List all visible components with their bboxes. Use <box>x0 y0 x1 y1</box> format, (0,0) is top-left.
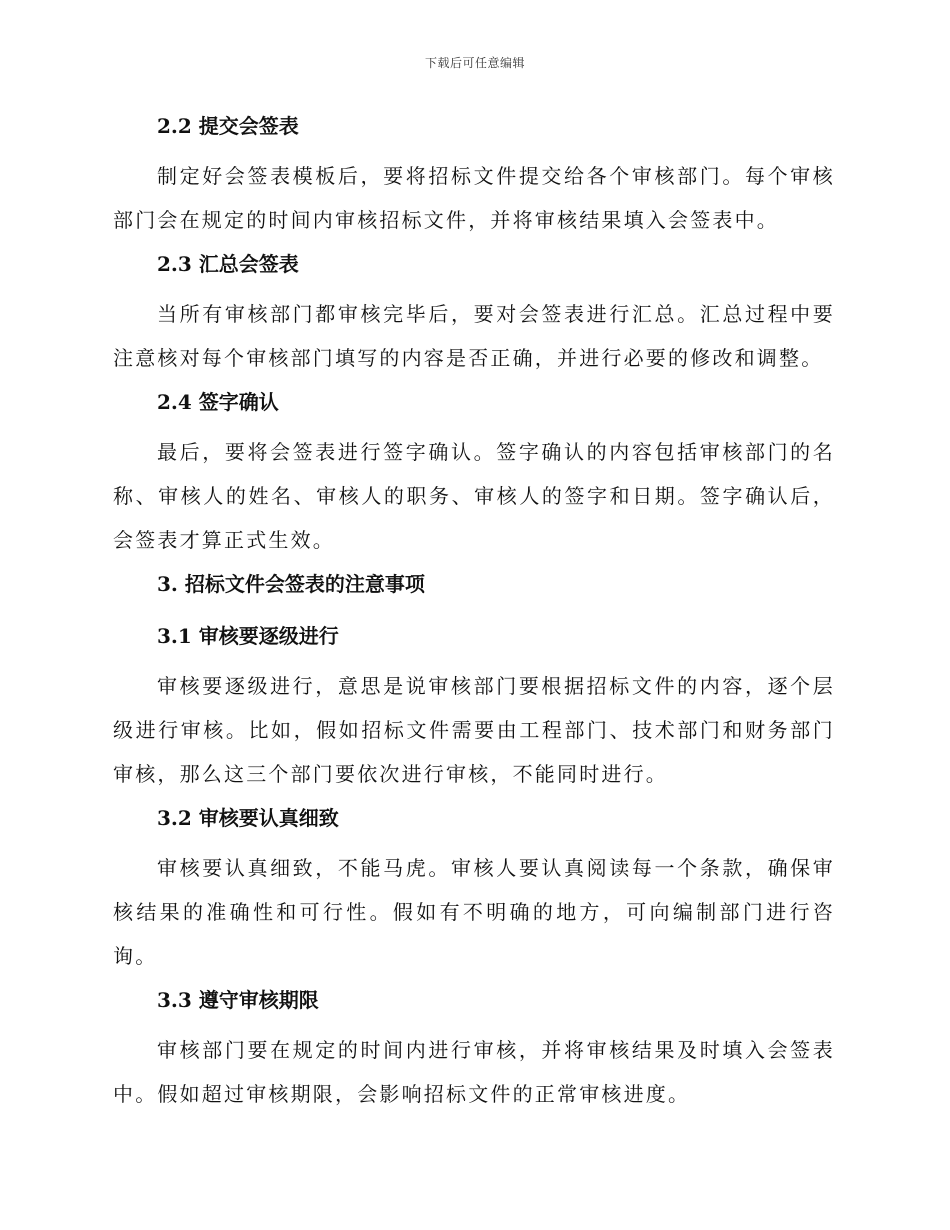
section-heading-3-3: 3.3 遵守审核期限 <box>157 988 319 1012</box>
paragraph-level-review: 审核要逐级进行，意思是说审核部门要根据招标文件的内容，逐个层级进行审核。比如，假如招标文件需要由工程部门、技术部门和财务部门审核，那么这三个部门要依次进行审核，不能同时进行。 <box>113 674 835 786</box>
section-heading-3-2: 3.2 审核要认真细致 <box>157 806 339 830</box>
section-heading-2-4: 2.4 签字确认 <box>157 390 279 414</box>
paragraph-careful-review: 审核要认真细致，不能马虎。审核人要认真阅读每一个条款，确保审核结果的准确性和可行性。假如有不明确的地方，可向编制部门进行咨询。 <box>113 856 835 968</box>
paragraph-summarize-signoff: 当所有审核部门都审核完毕后，要对会签表进行汇总。汇总过程中要注意核对每个审核部门填写的内容是否正确，并进行必要的修改和调整。 <box>113 302 835 370</box>
section-heading-2-3: 2.3 汇总会签表 <box>157 252 299 276</box>
paragraph-submit-signoff: 制定好会签表模板后，要将招标文件提交给各个审核部门。每个审核部门会在规定的时间内审核招标文件，并将审核结果填入会签表中。 <box>113 164 835 232</box>
section-heading-3: 3. 招标文件会签表的注意事项 <box>157 572 425 596</box>
paragraph-sign-confirm: 最后，要将会签表进行签字确认。签字确认的内容包括审核部门的名称、审核人的姓名、审核人的职务、审核人的签字和日期。签字确认后，会签表才算正式生效。 <box>113 440 835 552</box>
paragraph-review-deadline: 审核部门要在规定的时间内进行审核，并将审核结果及时填入会签表中。假如超过审核期限，会影响招标文件的正常审核进度。 <box>113 1038 835 1106</box>
section-heading-2-2: 2.2 提交会签表 <box>157 114 299 138</box>
section-heading-3-1: 3.1 审核要逐级进行 <box>157 624 339 648</box>
document-body <box>113 110 835 1116</box>
page-header: 下载后可任意编辑 <box>424 56 525 70</box>
